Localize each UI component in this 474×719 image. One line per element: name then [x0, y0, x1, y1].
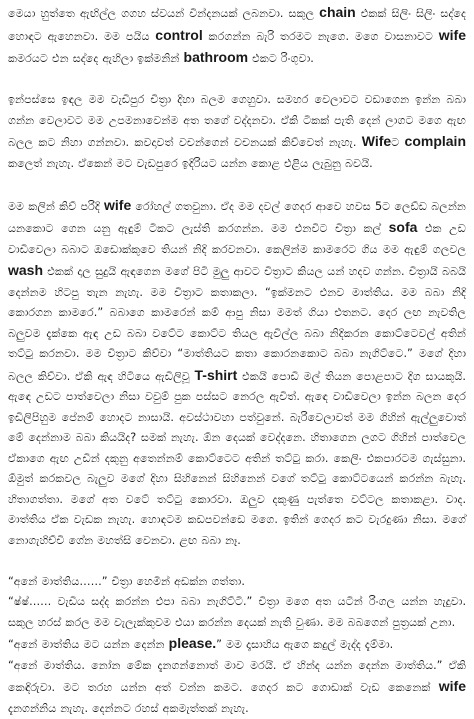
text-run: “ෂ්ෂ්…… වැඩිය සද්ද කරන්න එපා බබා නැගිට්ටි.” චිත්‍රා මගෙ අත යටින් රිංගල යන්න හැදුවා. සකුල හරස් කරල මම වැලැක්කුවම එයා කරන්න දෙයක් නැති වුණා. මම බබගෙන් පුත්‍රයක් උනා.: [8, 595, 466, 629]
paragraph: [8, 195, 466, 552]
text-run: කලෙත් නැහැ. ඒකෙන් මට වැඩපුරෙ ඉදිරියට යන්න කොළ එළිය ලැබුනු බවයි.: [8, 157, 373, 170]
paragraph: [8, 90, 466, 174]
text-run: “අනේ මාත්තිය. නෝන මේක දැනගන්නොත් මාව මරයි. ඒ හින්ද යන්න දෙන්න මාත්තිය.” ඒකි කෙඳිරුවා. මට තරහ යන්න අත් වන්න කමට. ගෙදර කට ගොඩාක් වැඩ කෙනෙක්: [8, 659, 466, 695]
emphasized-term: please.: [169, 635, 216, 651]
emphasized-term: T-shirt: [195, 367, 238, 383]
emphasized-term: wife: [439, 678, 466, 694]
emphasized-term: control: [155, 27, 202, 43]
document-body: [8, 2, 466, 719]
text-run: ” මම දෑසාහිය ඇගෙ කදුල් මැද්ද දැම්මා.: [216, 638, 393, 651]
text-run: කරගන්න බැරි තරමට නැගෙ. මගෙ වාසනාවට: [203, 30, 439, 43]
paragraph-gap: [8, 551, 466, 572]
paragraph: [8, 633, 466, 656]
emphasized-term: sofa: [389, 219, 418, 235]
paragraph: [8, 2, 466, 70]
paragraph: [8, 572, 466, 593]
emphasized-term: wife: [439, 27, 466, 43]
emphasized-term: wife: [104, 197, 131, 213]
text-run: ඉන්පස්සෙ ඉඳල මම වැඩිපුර චිත්‍රා දිහා බලම ගෙහුවා. සමහර වෙලාවට වඩාගෙන ඉන්න බබා ගන්න වෙලාවට මම උපමනාවෙන්ම අත තගේ වද්දනවා. ඒකි ටිකක් පැති දෙන් ලාගට මගෙ ඇඟ බලල කට නිහා ගන්නවා. කවදාවත් වචන්ගෙන් වචනයක් කිව්වෙත් නැහැ.: [8, 93, 466, 149]
emphasized-term: bathroom: [184, 49, 249, 65]
text-run: දැනගන්නිය නැහැ. දෙන්නට රහස් අකමැත්තක් නැහැ.: [8, 702, 249, 715]
text-run: මෙයා හුත්තෙ ඇඟිල්ල ගගහ ස්වයන් වින්දනයක් ලබනවා. සකුල: [8, 7, 319, 20]
paragraph-gap: [8, 174, 466, 195]
emphasized-term: wash: [8, 262, 43, 278]
paragraph-gap: [8, 70, 466, 91]
text-run: එකක් දාල සුදුයි ඇඳගෙන මගේ පිටි මුලු ආවට චිත්‍රාට කියල යන් හදව ගන්න. චිත්‍රායි බබයි දෙන්නම හිටපු තැන නැහැ. මම චිත්‍රාට කතාකලා. “ඉක්මනට එනව මාත්තිය. මම බබා නිදි කොරගන කාමරෙ.” බබාගෙ කාමරෙන් කම් ආපු නිසා මමත් ගියා එතනට. දෙර ලඟ නැවතිල බලුවම දැක්කෙ ඇඳ උඩ බබා වටේට කොට්ට තියල ඇවිල්ල බබා නිදිකරන කොට්ටෙවල් අතින් තට්ටු කරනවා. මම චිත්‍රාට කිව්වා “මාත්තියට කතා කොරනකොට බබා නැගිට්ටෙ.” මගේ දිහා බලල කිව්වා. ඒකි ඇඳ හිටියෙ ඇඩිලිවූ: [8, 265, 466, 383]
text-run: “අනේ මාත්තිය……” චිත්‍රා හෙමින් අඩක්න ගත්තා.: [8, 575, 245, 588]
paragraph: [8, 592, 466, 633]
text-run: මම කලින් කිව් පරිදි: [8, 200, 104, 213]
text-run: එක උඩ වාඩිවෙලා බබාට ඔඩොක්කුවෙ තියන් නිදි කරවනවා. කෙලින්ම කාමරෙට ගිය මම ඇඳුම් ගලවල: [8, 222, 466, 256]
text-run: ට: [391, 136, 404, 149]
emphasized-term: Wife: [362, 133, 391, 149]
text-run: එකක් සිලිං සිලිං සද්දෙ හොඳට ඇහෙනවා. මම පයිය: [8, 7, 466, 43]
emphasized-term: chain: [319, 4, 356, 20]
text-run: එකයි පොඩි මල් තියන පොළපාට දිග සායකුයි. ඇඳෙ උඩට පාත්වෙලා නිසා වවුම් පුක පස්සට නෙරල ඇවිත්. ඇඳෙ වාඩිවෙලා ඉන්න බලන දෙර ඉඩීලිපිහුම පේනම් හොදට නාසායි. අවස්ථාවහා පත්වුනේ. බැරිවෙලාවත් මම ගිහින් ඇල්ලුවොත් මේ දෙන්නාම බබා කියයිද? සමක් නැහැ. ඕන දෙයක් වෙද්දනෙ. හිතාගෙන ලගට ගිහින් පාත්වෙල ඒකාගෙ ඇඟ උඩින් දකුනු අතෙන්නම් කොට්ටෙට අතින් තට්ටු කරා. කෙලිං එකපාරටම ගැස්සුනා. ඕමුත් කරකවල බැලුව මගේ දිහා සිහිනෙන් සිහිනෙන් වගේ තට්ටු කොට්ටයෙන් කරන්න බැහැ. හිතාගත්තා. මගේ අත වටේ තට්ටු කොරවා. ඔලුව දකුණු පැත්තෙ වට්ටල කතාකළා. වාද. මාත්තිය ඒක වැඩක නැහැ. හොඳටම කඩපවන්ඩෙ මගෙ. ඉතින් ගෙදර කට වැරදුණා නිසා. මගේ නොගැහිච්චි ගේන මහත්සි වෙනවා. ළඟ බබා නෑ.: [8, 370, 466, 547]
text-run: කමරයට එන සද්දෙ ඇහිලා ඉක්මනින්: [8, 52, 184, 65]
text-run: රෝහල් ගතවුනා. ඒද මම දවල් ගෙදර ආවෙ හවස 5ට ලෙඩ්ඩ බලන්න යනකොට ගෙන යනු ඇඳුම් ටිකට ලැස්ති කරගන්න. මම එනවිට චිත්‍රා කල්: [8, 200, 466, 236]
paragraph: [8, 656, 466, 719]
text-run: එකට රිංගුවා.: [248, 52, 314, 65]
emphasized-term: complain: [405, 133, 466, 149]
text-run: “අනේ මාත්තිය මට යන්න දෙන්න: [8, 638, 169, 651]
